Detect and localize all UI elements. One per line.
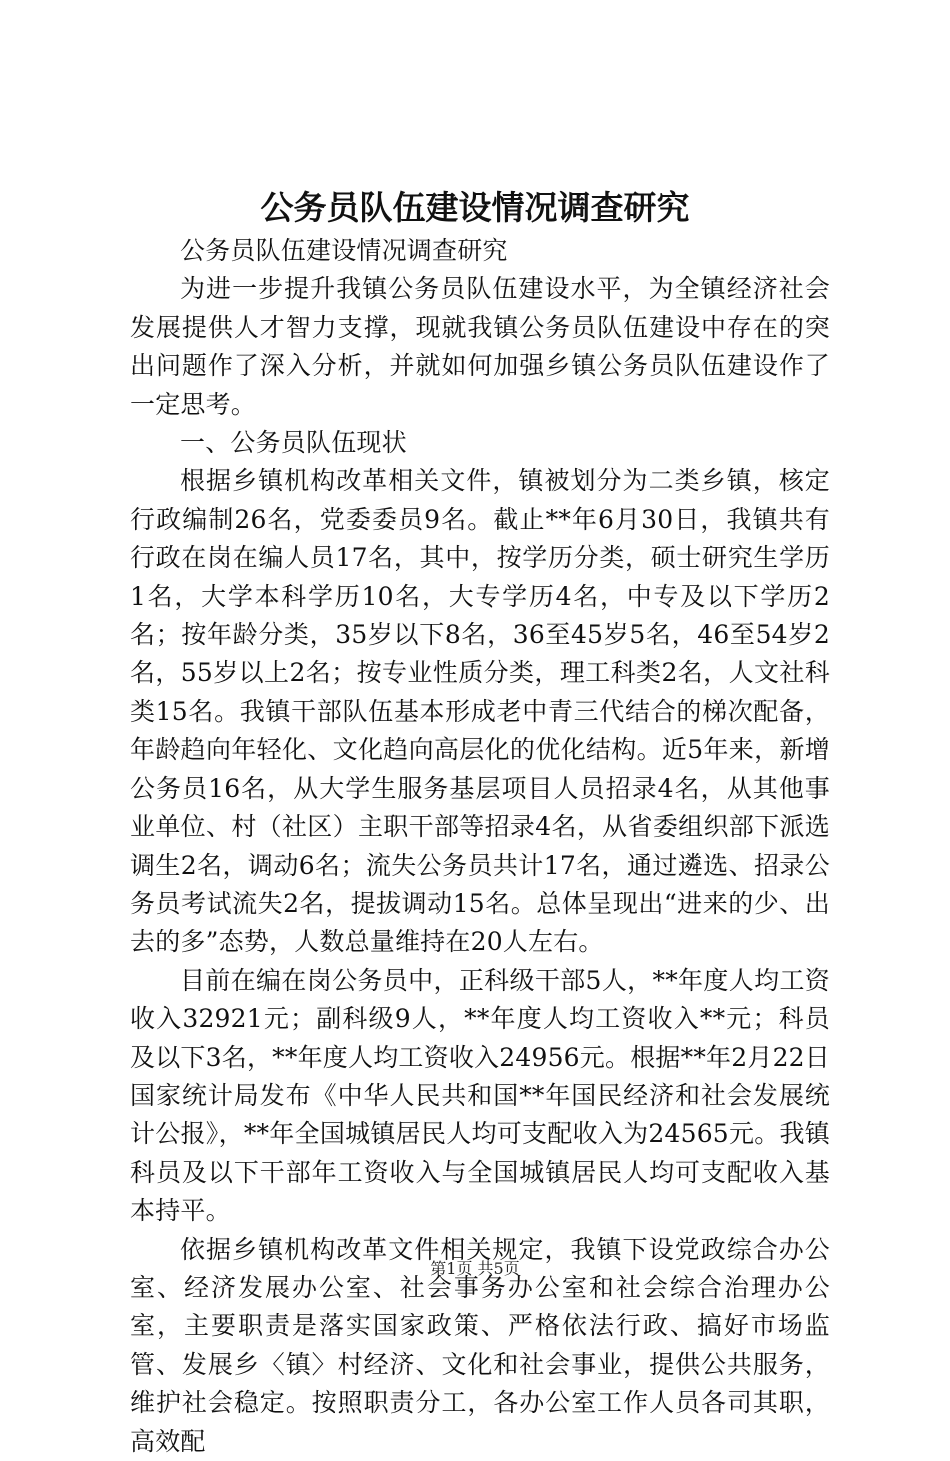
body-paragraph: 根据乡镇机构改革相关文件，镇被划分为二类乡镇，核定行政编制26名，党委委员9名。截止**年6月30日，我镇共有行政在岗在编人员17名，其中，按学历分类，硕士研究生学历1名，大学本科学历10名，大专学历4名，中专及以下学历2名；按年龄分类，35岁以下8名，36至45岁5名，46至54岁2名，55岁以上2名；按专业性质分类，理工科类2名，人文社科类15名。我镇干部队伍基本形成老中青三代结合的梯次配备，年龄趋向年轻化、文化趋向高层化的优化结构。近5年来，新增公务员16名，从大学生服务基层项目人员招录4名，从其他事业单位、村（社区）主职干部等招录4名，从省委组织部下派选调生2名，调动6名；流失公务员共计17名，通过遴选、招录公务员考试流失2名，提拔调动15名。总体呈现出“进来的少、出去的多”态势，人数总量维持在20人左右。: [130, 466, 830, 957]
page-footer: 第1页 共5页: [430, 1259, 520, 1278]
body-paragraph: 依据乡镇机构改革文件相关规定，我镇下设党政综合办公室、经济发展办公室、社会事务办公室和社会综合治理办公室，主要职责是落实国家政策、严格依法行政、搞好市场监管、发展乡〈镇〉村经济、文化和社会事业，提供公共服务，维护社会稳定。按照职责分工，各办公室工作人员各司其职，高效配: [130, 1234, 830, 1456]
intro-paragraph: 为进一步提升我镇公务员队伍建设水平，为全镇经济社会发展提供人才智力支撑，现就我镇公务员队伍建设中存在的突出问题作了深入分析，并就如何加强乡镇公务员队伍建设作了一定思考。: [130, 274, 830, 419]
subtitle-paragraph: 公务员队伍建设情况调查研究: [180, 236, 508, 265]
section-heading: 一、公务员队伍现状: [180, 428, 407, 458]
document-title: 公务员队伍建设情况调查研究: [260, 188, 690, 227]
body-paragraph: 目前在编在岗公务员中，正科级干部5人，**年度人均工资收入32921元；副科级9人，**年度人均工资收入**元；科员及以下3名，**年度人均工资收入24956元。根据**年2月22日国家统计局发布《中华人民共和国**年国民经济和社会发展统计公报》，**年全国城镇居民人均可支配收入为24565元。我镇科员及以下干部年工资收入与全国城镇居民人均可支配收入基本持平。: [130, 965, 830, 1226]
